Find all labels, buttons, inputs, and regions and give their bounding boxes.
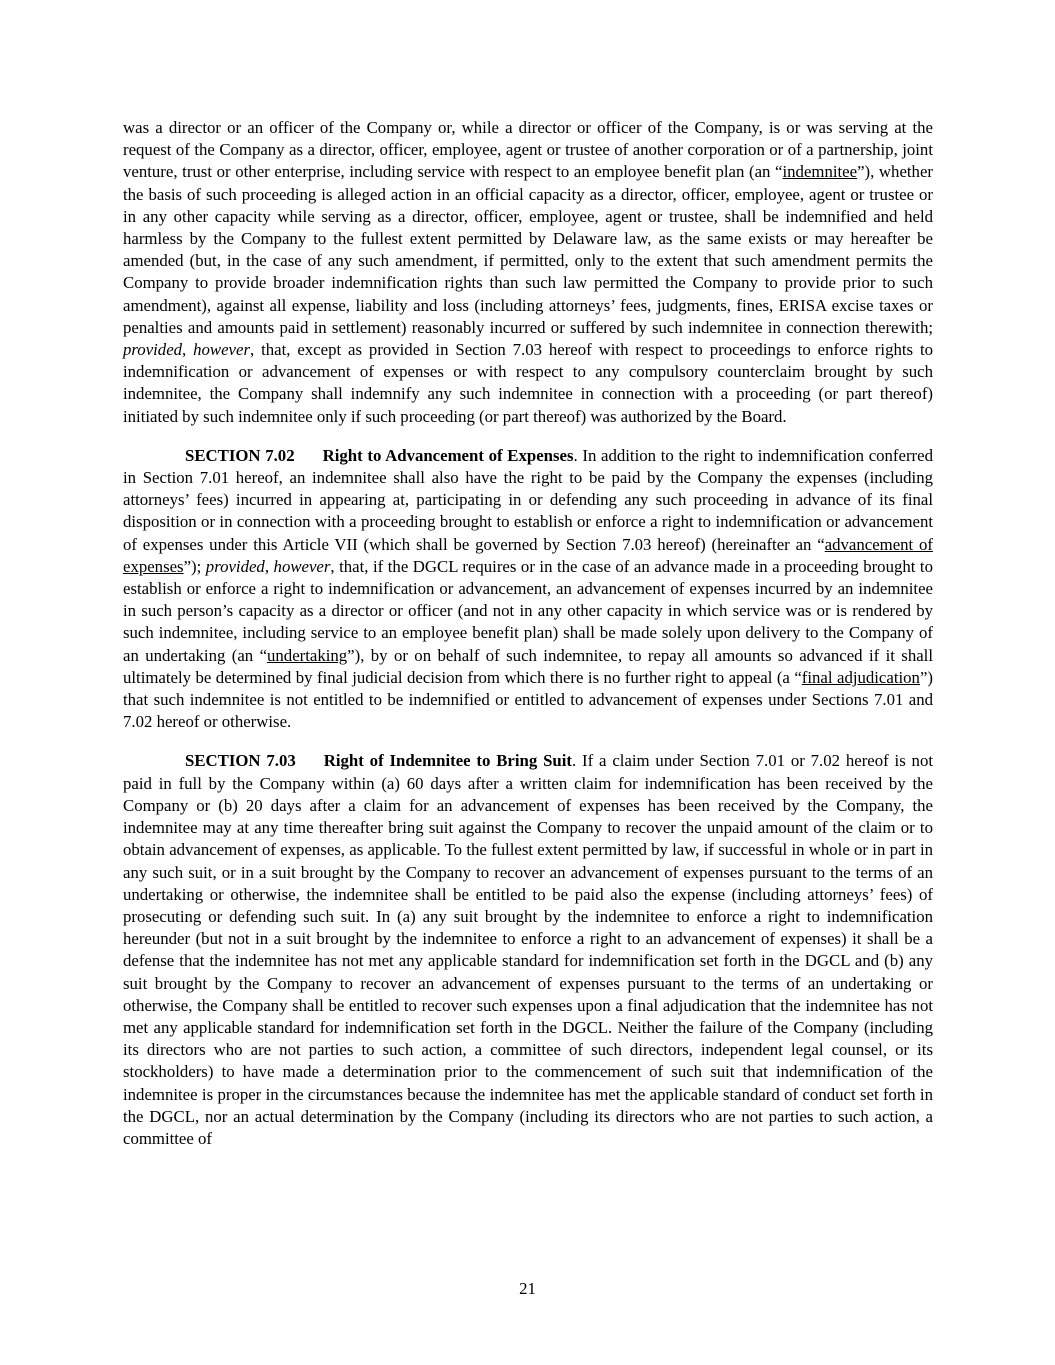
body-text: . In addition to the right to indemnification conferred in Section 7.01 hereof, an indemnitee shall also have the right to be paid by the Company the expenses (including attorneys’ fees) incurred in appearing at, participating in or defending any such proceeding in advance of its final disposition or in connection with a proceeding brought to establish or enforce a right to indemnification or advancement of expenses under this Article VII (which shall be governed by Section 7.03 hereof) (hereinafter an “ [123,445,933,554]
italic-however: however [193,340,250,360]
section-7-03-heading-title: Right of Indemnitee to Bring Suit [323,751,573,771]
defined-term-advancement-of-expenses: advancement of expenses [123,534,933,576]
page-footer [0,1278,1055,1300]
body-text: , [182,340,194,360]
page-number: 21 [519,1279,536,1298]
section-7-02-heading-title: Right to Advancement of Expenses [322,445,574,465]
body-text: ”) that such indemnitee is not entitled to be indemnified or entitled to advancement of expenses under Sections 7.01 and 7.02 hereof or otherwise. [123,667,933,732]
body-text: ”), whether the basis of such proceeding is alleged action in an official capacity as a director, officer, employee, agent or trustee or in any other capacity while serving as a director, officer, employee, agent or trustee, shall be indemnified and held harmless by the Company to the fullest extent permitted by Delaware law, as the same exists or may hereafter be amended (but, in the case of any such amendment, if permitted, only to the extent that such amendment permits the Company to provide broader indemnification rights than such law permitted the Company to provide prior to such amendment), against all expense, liability and loss (including attorneys’ fees, judgments, fines, ERISA excise taxes or penalties and amounts paid in settlement) reasonably incurred or suffered by such indemnitee in connection therewith; [123,162,933,337]
section-7-03-heading-number: SECTION 7.03 [185,751,296,771]
body-text: , [264,556,274,576]
italic-however: however [273,556,331,576]
section-7-02-heading-number: SECTION 7.02 [185,445,295,465]
body-text: was a director or an officer of the Company or, while a director or officer of the Company, is or was serving at the request of the Company as a director, officer, employee, agent or trustee of another corporation or of a partnership, joint venture, trust or other enterprise, including service with respect to an employee benefit plan (an “ [123,118,933,182]
document-body [123,117,933,1150]
body-text: ”); [183,556,206,576]
paragraph-section-7-03 [123,750,933,1150]
body-text: . If a claim under Section 7.01 or 7.02 hereof is not paid in full by the Company within (a) 60 days after a written claim for indemnification has been received by the Company or (b) 20 days after a claim for an advancement of expenses has been received by the Company, the indemnitee may at any time thereafter bring suit against the Company to recover the unpaid amount of the claim or to obtain advancement of expenses, as applicable. To the fullest extent permitted by law, if successful in whole or in part in any such suit, or in a suit brought by the Company to recover an advancement of expenses pursuant to the terms of an undertaking or otherwise, the indemnitee shall be entitled to be paid also the expense (including attorneys’ fees) of prosecuting or defending such suit. In (a) any suit brought by the indemnitee to enforce a right to indemnification hereunder (but not in a suit brought by the indemnitee to enforce a right to an advancement of expenses) it shall be a defense that the indemnitee has not met any applicable standard for indemnification set forth in the DGCL and (b) any suit brought by the Company to recover an advancement of expenses pursuant to the terms of an undertaking or otherwise, the Company shall be entitled to recover such expenses upon a final adjudication that the indemnitee has not met any applicable standard for indemnification set forth in the DGCL. Neither the failure of the Company (including its directors who are not parties to such action, a committee of such directors, independent legal counsel, or its stockholders) to have made a determination prior to the commencement of such suit that indemnification of the indemnitee is proper in the circumstances because the indemnitee has met the applicable standard of conduct set forth in the DGCL, nor an actual determination by the Company (including its directors who are not parties to such action, a committee of [123,751,934,1148]
body-text: ”), by or on behalf of such indemnitee, to repay all amounts so advanced if it shall ultimately be determined by final judicial decision from which there is no further right to appeal (a “ [123,645,933,687]
paragraph-section-7-02 [123,445,933,734]
italic-provided: provided [123,340,183,360]
paragraph-section-7-01-continuation [123,117,933,428]
body-text: , that, if the DGCL requires or in the case of an advance made in a proceeding brought to establish or enforce a right to indemnification or advancement, an advancement of expenses incurred by an indemnitee in such person’s capacity as a director or officer (and not in any other capacity in which service was or is rendered by such indemnitee, including service to an employee benefit plan) shall be made solely upon delivery to the Company of an undertaking (an “ [123,556,933,665]
italic-provided: provided [205,556,265,576]
defined-term-indemnitee: indemnitee [782,162,858,182]
defined-term-undertaking: undertaking [267,645,348,665]
body-text: , that, except as provided in Section 7.03 hereof with respect to proceedings to enforce rights to indemnification or advancement of expenses or with respect to any compulsory counterclaim brought by such indemnitee, the Company shall indemnify any such indemnitee in connection with a proceeding (or part thereof) initiated by such indemnitee only if such proceeding (or part thereof) was authorized by the Board. [123,340,934,426]
defined-term-final-adjudication: final adjudication [801,667,920,687]
